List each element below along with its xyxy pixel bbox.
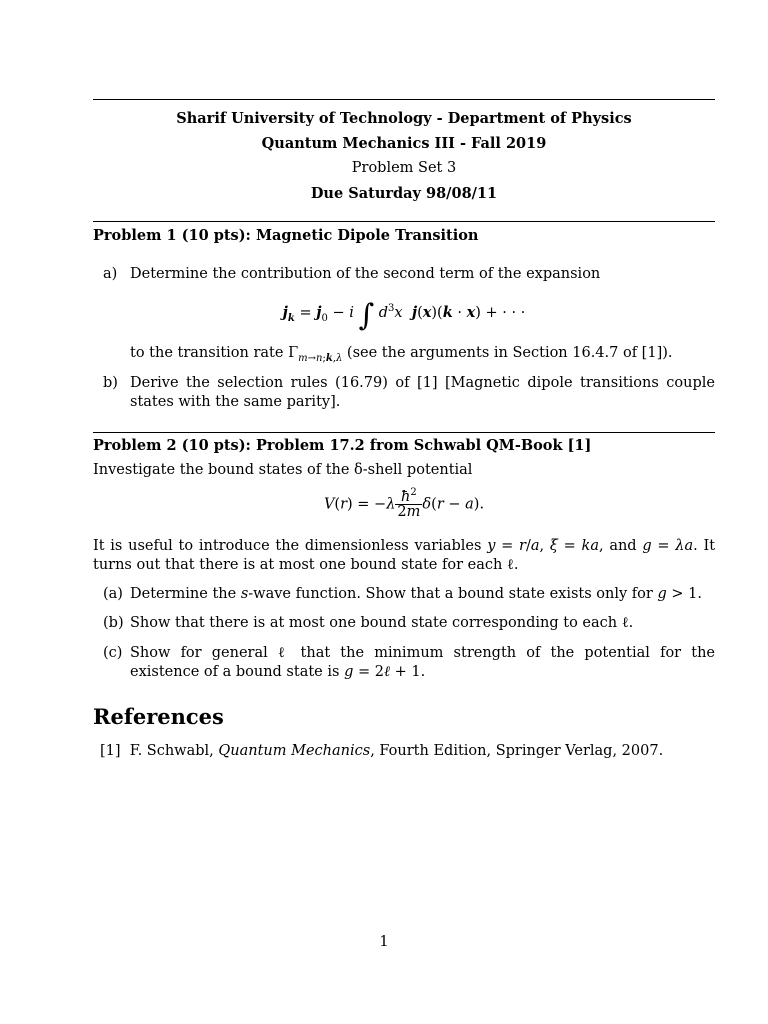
problem2-intro: Investigate the bound states of the δ-shell potential bbox=[93, 462, 473, 478]
problem2-item-a-text-post: . bbox=[697, 586, 702, 602]
problem2-item-b-text: Show that there is at most one bound state corresponding to each ℓ. bbox=[130, 615, 634, 631]
reference-author: F. Schwabl, bbox=[129, 743, 214, 759]
problem2-item-c-text-pre: Show for general ℓ that the minimum strength of the potential for the existence of a bound state is bbox=[130, 645, 715, 680]
problem2-item-a-text-mid: -wave function. Show that a bound state exists only for bbox=[248, 586, 653, 602]
transition-rate-suffix: (see the arguments in Section 16.4.7 of [1]). bbox=[346, 345, 673, 361]
problem1-part-a-text: Determine the contribution of the second term of the expansion bbox=[130, 266, 601, 282]
problem2-item-a-label: (a) bbox=[103, 586, 123, 602]
transition-rate-prefix: to the transition rate bbox=[130, 345, 284, 361]
problem1-part-b-label: b) bbox=[103, 375, 118, 391]
delta-shell-potential-equation: V(r) = −λ $\frac{ħ^2}{2m}$ δ(r − a). bbox=[323, 487, 485, 520]
variables-mid: , and bbox=[598, 538, 637, 554]
problem2-item-c-text-post: . bbox=[420, 664, 426, 680]
problem2-paragraph: It is useful to introduce the dimensionless variables y = r/a, ξ = ka, and g = λa. It turns out that there is at most one bound state for each ℓ. bbox=[93, 538, 716, 573]
variables-suffix: . It turns out that there is at most one bound state for each ℓ. bbox=[93, 538, 716, 573]
problem-set-label: Problem Set 3 bbox=[351, 160, 457, 176]
problem2-top-rule bbox=[93, 432, 715, 433]
reference-book-title: Quantum Mechanics bbox=[218, 743, 371, 759]
header-bottom-rule bbox=[93, 221, 715, 222]
due-date: Due Saturday 98/08/11 bbox=[310, 185, 498, 202]
reference-item bbox=[100, 742, 663, 761]
problem2-item-a-text-pre: Determine the bbox=[130, 586, 237, 602]
top-rule bbox=[93, 99, 715, 100]
university-title: Sharif University of Technology - Department of Physics bbox=[176, 110, 632, 127]
references-heading: References bbox=[93, 704, 224, 729]
problem2-item-c-label: (c) bbox=[103, 645, 123, 661]
problem1-part-a-label: a) bbox=[103, 266, 118, 282]
problem2-item-b-label: (b) bbox=[103, 615, 124, 631]
reference-label: [1] bbox=[100, 743, 121, 759]
problem1-part-a-followup: to the transition rate $\Gamma_{m\to n;k,\lambda}$ (see the arguments in Section 16.4.7 of [1]). bbox=[130, 345, 673, 364]
reference-details: , Fourth Edition, Springer Verlag, 2007. bbox=[370, 743, 664, 759]
problem1-title: Problem 1 (10 pts): Magnetic Dipole Transition bbox=[93, 227, 479, 244]
variables-prefix: It is useful to introduce the dimensionless variables bbox=[93, 538, 482, 554]
course-title: Quantum Mechanics III - Fall 2019 bbox=[261, 135, 547, 152]
page-number: 1 bbox=[379, 934, 389, 950]
problem2-title: Problem 2 (10 pts): Problem 17.2 from Schwabl QM-Book [1] bbox=[93, 437, 592, 454]
problem1-part-b-text: Derive the selection rules (16.79) of [1] [Magnetic dipole transitions couple states with the same parity]. bbox=[130, 375, 715, 410]
current-expansion-equation: $j_k = j_0 - i$ ∫ $d^3x$ j(x)(k · x) + · · · bbox=[282, 298, 526, 333]
